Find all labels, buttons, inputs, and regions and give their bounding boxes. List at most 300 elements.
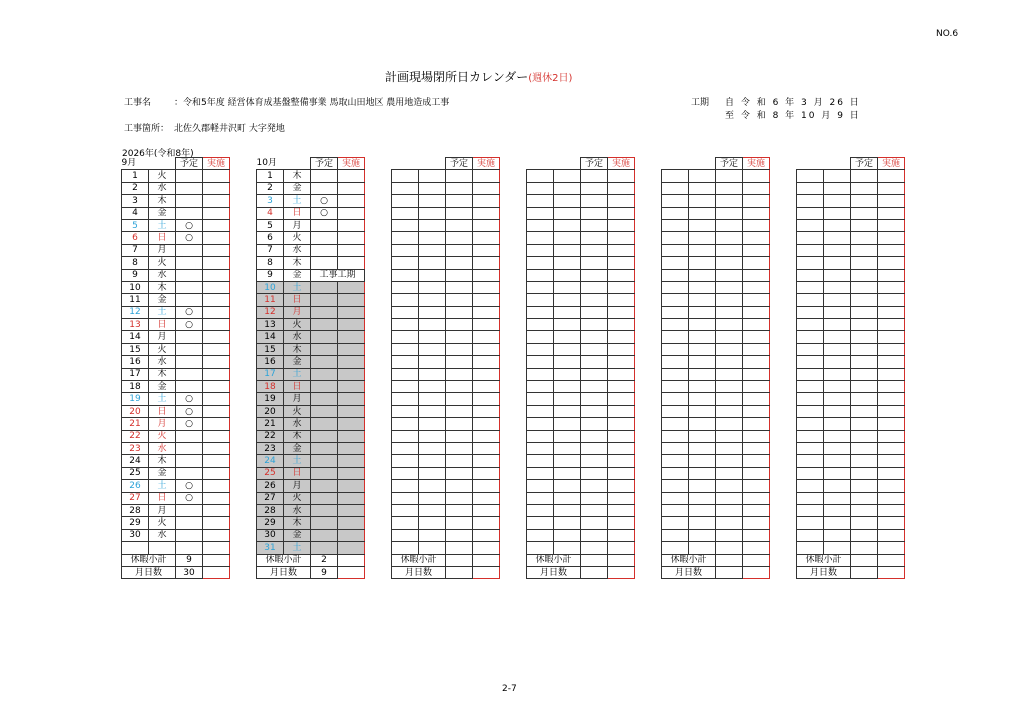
month-days-actual xyxy=(338,566,365,578)
day-row xyxy=(122,393,230,405)
actual-closure xyxy=(878,170,905,182)
weekday: 水 xyxy=(149,356,176,368)
day-row xyxy=(527,405,635,417)
day-row xyxy=(257,455,365,467)
actual-closure xyxy=(203,368,230,380)
planned-closure xyxy=(851,356,878,368)
day-row xyxy=(122,405,230,417)
weekday: 日 xyxy=(149,232,176,244)
day-row xyxy=(122,170,230,182)
planned-closure xyxy=(851,294,878,306)
actual-closure xyxy=(743,232,770,244)
planned-closure xyxy=(446,542,473,554)
day-number: 24 xyxy=(122,455,149,467)
planned-closure xyxy=(716,269,743,281)
weekday xyxy=(419,232,446,244)
weekday xyxy=(824,381,851,393)
planned-closure xyxy=(851,331,878,343)
month-calendar xyxy=(391,157,500,579)
actual-closure xyxy=(203,207,230,219)
weekday xyxy=(689,430,716,442)
day-row xyxy=(527,319,635,331)
day-row xyxy=(122,244,230,256)
day-number: 30 xyxy=(122,529,149,541)
day-row xyxy=(662,219,770,231)
day-number xyxy=(527,455,554,467)
actual-closure xyxy=(878,306,905,318)
month-calendar xyxy=(661,157,770,579)
planned-closure xyxy=(311,430,338,442)
planned-closure xyxy=(176,381,203,393)
day-number xyxy=(662,170,689,182)
weekday xyxy=(689,381,716,393)
day-row xyxy=(122,492,230,504)
weekday xyxy=(824,356,851,368)
weekday xyxy=(554,207,581,219)
planned-closure xyxy=(581,504,608,516)
planned-closure: ○ xyxy=(311,195,338,207)
day-number: 25 xyxy=(257,467,284,479)
planned-closure xyxy=(176,170,203,182)
actual-closure xyxy=(473,430,500,442)
weekday xyxy=(689,504,716,516)
actual-closure xyxy=(203,306,230,318)
actual-closure xyxy=(203,319,230,331)
planned-closure xyxy=(581,529,608,541)
planned-closure xyxy=(716,405,743,417)
day-row xyxy=(797,281,905,293)
month-label: 10月 xyxy=(256,158,277,169)
weekday xyxy=(419,306,446,318)
day-row xyxy=(392,244,500,256)
day-row xyxy=(257,517,365,529)
day-number xyxy=(797,442,824,454)
weekday xyxy=(419,319,446,331)
weekday xyxy=(554,542,581,554)
day-number: 16 xyxy=(257,356,284,368)
weekday: 木 xyxy=(284,517,311,529)
actual-closure xyxy=(338,504,365,516)
planned-closure: ○ xyxy=(176,492,203,504)
planned-closure xyxy=(851,232,878,244)
actual-closure xyxy=(743,319,770,331)
day-row xyxy=(662,331,770,343)
day-number xyxy=(527,381,554,393)
day-row xyxy=(122,294,230,306)
actual-closure xyxy=(608,430,635,442)
day-number: 16 xyxy=(122,356,149,368)
planned-closure xyxy=(851,504,878,516)
day-number: 15 xyxy=(257,343,284,355)
day-number xyxy=(527,418,554,430)
actual-closure xyxy=(608,480,635,492)
weekday xyxy=(824,244,851,256)
weekday: 日 xyxy=(149,405,176,417)
weekday xyxy=(689,405,716,417)
actual-closure xyxy=(338,368,365,380)
weekday: 水 xyxy=(284,244,311,256)
planned-closure xyxy=(446,244,473,256)
weekday xyxy=(689,257,716,269)
actual-closure xyxy=(203,294,230,306)
planned-closure xyxy=(851,170,878,182)
planned-closure xyxy=(716,393,743,405)
actual-closure xyxy=(608,219,635,231)
weekday xyxy=(419,529,446,541)
planned-closure xyxy=(851,306,878,318)
planned-closure xyxy=(311,467,338,479)
day-row xyxy=(662,207,770,219)
month-days-value: 9 xyxy=(311,566,338,578)
day-row xyxy=(257,504,365,516)
day-row xyxy=(662,257,770,269)
day-number: 5 xyxy=(122,219,149,231)
day-number: 17 xyxy=(257,368,284,380)
day-number xyxy=(797,467,824,479)
actual-closure xyxy=(608,170,635,182)
day-number: 13 xyxy=(122,319,149,331)
actual-closure xyxy=(743,430,770,442)
day-number xyxy=(662,430,689,442)
weekday xyxy=(419,195,446,207)
day-number: 8 xyxy=(122,257,149,269)
day-number: 27 xyxy=(122,492,149,504)
weekday: 木 xyxy=(149,455,176,467)
rest-subtotal-label: 休暇小計 xyxy=(257,554,311,566)
day-number xyxy=(797,182,824,194)
actual-closure xyxy=(878,244,905,256)
day-row xyxy=(797,504,905,516)
day-number xyxy=(527,232,554,244)
title-main: 計画現場閉所日カレンダー xyxy=(385,70,529,84)
planned-closure xyxy=(716,542,743,554)
planned-closure xyxy=(716,219,743,231)
weekday xyxy=(419,207,446,219)
day-number xyxy=(527,393,554,405)
day-number xyxy=(662,529,689,541)
weekday xyxy=(554,195,581,207)
day-number: 17 xyxy=(122,368,149,380)
day-row xyxy=(392,492,500,504)
day-number: 14 xyxy=(257,331,284,343)
weekday: 金 xyxy=(149,294,176,306)
actual-closure xyxy=(878,281,905,293)
column-header-jisshi: 実施 xyxy=(338,158,365,170)
day-number xyxy=(662,195,689,207)
rest-subtotal-actual xyxy=(878,554,905,566)
weekday xyxy=(419,492,446,504)
weekday: 土 xyxy=(284,542,311,554)
actual-closure xyxy=(338,393,365,405)
weekday xyxy=(824,405,851,417)
planned-closure xyxy=(716,257,743,269)
day-number: 28 xyxy=(257,504,284,516)
actual-closure xyxy=(203,492,230,504)
day-row xyxy=(797,529,905,541)
day-number: 8 xyxy=(257,257,284,269)
actual-closure xyxy=(743,281,770,293)
planned-closure xyxy=(716,331,743,343)
actual-closure xyxy=(878,381,905,393)
day-number xyxy=(392,170,419,182)
day-number: 22 xyxy=(257,430,284,442)
day-number: 14 xyxy=(122,331,149,343)
actual-closure xyxy=(878,195,905,207)
planned-closure xyxy=(581,405,608,417)
weekday xyxy=(419,294,446,306)
weekday xyxy=(824,393,851,405)
day-row xyxy=(122,219,230,231)
actual-closure xyxy=(473,195,500,207)
day-row xyxy=(392,504,500,516)
planned-closure xyxy=(581,269,608,281)
planned-closure xyxy=(716,207,743,219)
day-row xyxy=(257,393,365,405)
weekday: 土 xyxy=(284,368,311,380)
day-row xyxy=(527,331,635,343)
weekday: 日 xyxy=(149,319,176,331)
planned-closure xyxy=(311,529,338,541)
actual-closure xyxy=(743,480,770,492)
month-calendar xyxy=(121,157,230,579)
actual-closure xyxy=(338,430,365,442)
planned-closure: ○ xyxy=(176,405,203,417)
planned-closure xyxy=(851,455,878,467)
actual-closure xyxy=(473,232,500,244)
day-row xyxy=(662,442,770,454)
planned-closure xyxy=(716,294,743,306)
day-number xyxy=(797,418,824,430)
weekday xyxy=(824,331,851,343)
actual-closure xyxy=(743,405,770,417)
day-row xyxy=(392,430,500,442)
weekday: 火 xyxy=(284,405,311,417)
actual-closure xyxy=(608,467,635,479)
planned-closure: ○ xyxy=(176,306,203,318)
actual-closure xyxy=(608,393,635,405)
day-row xyxy=(797,368,905,380)
day-row xyxy=(662,492,770,504)
day-number xyxy=(392,331,419,343)
day-row xyxy=(527,356,635,368)
day-row xyxy=(527,306,635,318)
weekday xyxy=(554,393,581,405)
actual-closure xyxy=(338,257,365,269)
planned-closure xyxy=(311,219,338,231)
actual-closure xyxy=(473,331,500,343)
planned-closure xyxy=(311,257,338,269)
day-number: 24 xyxy=(257,455,284,467)
weekday xyxy=(689,467,716,479)
weekday xyxy=(689,269,716,281)
weekday xyxy=(149,542,176,554)
planned-closure xyxy=(446,368,473,380)
day-row xyxy=(527,343,635,355)
day-number xyxy=(662,467,689,479)
weekday xyxy=(419,170,446,182)
day-number: 12 xyxy=(122,306,149,318)
day-number xyxy=(797,517,824,529)
day-number xyxy=(797,219,824,231)
weekday xyxy=(554,405,581,417)
weekday xyxy=(554,455,581,467)
day-number xyxy=(527,430,554,442)
day-number xyxy=(797,257,824,269)
day-number xyxy=(662,331,689,343)
actual-closure xyxy=(608,356,635,368)
column-header-jisshi: 実施 xyxy=(878,158,905,170)
weekday: 水 xyxy=(149,182,176,194)
actual-closure xyxy=(608,343,635,355)
weekday: 日 xyxy=(284,381,311,393)
day-row xyxy=(392,257,500,269)
day-row xyxy=(662,343,770,355)
actual-closure xyxy=(473,319,500,331)
actual-closure xyxy=(473,480,500,492)
planned-closure xyxy=(311,281,338,293)
day-number xyxy=(527,219,554,231)
day-row xyxy=(122,281,230,293)
weekday xyxy=(554,430,581,442)
day-row xyxy=(662,306,770,318)
planned-closure xyxy=(446,393,473,405)
weekday: 土 xyxy=(149,219,176,231)
day-number xyxy=(527,195,554,207)
weekday: 土 xyxy=(284,281,311,293)
actual-closure xyxy=(338,480,365,492)
planned-closure xyxy=(311,381,338,393)
actual-closure xyxy=(203,418,230,430)
planned-closure xyxy=(581,455,608,467)
weekday xyxy=(554,356,581,368)
weekday: 木 xyxy=(149,281,176,293)
actual-closure xyxy=(743,381,770,393)
weekday: 水 xyxy=(149,269,176,281)
day-row xyxy=(257,306,365,318)
day-row xyxy=(527,492,635,504)
weekday xyxy=(824,517,851,529)
day-number xyxy=(392,467,419,479)
actual-closure xyxy=(743,393,770,405)
day-number xyxy=(392,381,419,393)
day-number: 1 xyxy=(257,170,284,182)
planned-closure xyxy=(851,269,878,281)
day-row xyxy=(797,232,905,244)
actual-closure xyxy=(338,517,365,529)
planned-closure xyxy=(851,381,878,393)
weekday xyxy=(419,393,446,405)
planned-closure xyxy=(581,232,608,244)
actual-closure xyxy=(608,257,635,269)
day-number: 11 xyxy=(122,294,149,306)
day-row xyxy=(797,467,905,479)
weekday xyxy=(689,343,716,355)
weekday xyxy=(419,368,446,380)
actual-closure xyxy=(878,207,905,219)
actual-closure xyxy=(338,294,365,306)
period-to: 至 令 和 8 年 10 月 9 日 xyxy=(725,111,861,121)
day-number xyxy=(797,306,824,318)
weekday: 金 xyxy=(284,182,311,194)
period-label: 工期 xyxy=(691,98,710,108)
day-row xyxy=(662,381,770,393)
planned-closure xyxy=(446,529,473,541)
actual-closure xyxy=(743,504,770,516)
planned-closure xyxy=(446,319,473,331)
day-row xyxy=(392,294,500,306)
day-number: 13 xyxy=(257,319,284,331)
day-row xyxy=(257,294,365,306)
weekday xyxy=(419,219,446,231)
planned-closure xyxy=(176,281,203,293)
day-number: 23 xyxy=(122,442,149,454)
rest-subtotal-value xyxy=(716,554,743,566)
planned-closure xyxy=(311,517,338,529)
actual-closure xyxy=(743,529,770,541)
day-row xyxy=(257,467,365,479)
planned-closure xyxy=(446,418,473,430)
actual-closure xyxy=(743,368,770,380)
month-label xyxy=(392,158,446,170)
planned-closure xyxy=(716,182,743,194)
day-number xyxy=(797,294,824,306)
day-number xyxy=(797,368,824,380)
planned-closure xyxy=(446,442,473,454)
planned-closure xyxy=(176,244,203,256)
weekday xyxy=(419,517,446,529)
day-row xyxy=(797,244,905,256)
day-row xyxy=(662,430,770,442)
day-row xyxy=(662,281,770,293)
day-row xyxy=(392,182,500,194)
project-name: ：令和5年度 経営体育成基盤整備事業 馬取山田地区 農用地造成工事 xyxy=(174,98,450,108)
weekday xyxy=(824,430,851,442)
planned-closure: ○ xyxy=(176,219,203,231)
planned-closure xyxy=(176,269,203,281)
planned-closure xyxy=(311,232,338,244)
rest-subtotal-actual xyxy=(608,554,635,566)
planned-closure xyxy=(311,393,338,405)
day-row xyxy=(662,170,770,182)
day-number xyxy=(392,294,419,306)
weekday xyxy=(554,306,581,318)
weekday xyxy=(419,269,446,281)
month-days-label: 月日数 xyxy=(392,566,446,578)
day-row xyxy=(122,368,230,380)
day-number: 18 xyxy=(122,381,149,393)
weekday xyxy=(419,182,446,194)
day-row xyxy=(392,393,500,405)
actual-closure xyxy=(338,207,365,219)
actual-closure xyxy=(473,281,500,293)
weekday xyxy=(419,356,446,368)
weekday: 土 xyxy=(284,455,311,467)
day-number xyxy=(662,492,689,504)
day-number: 19 xyxy=(122,393,149,405)
weekday: 木 xyxy=(149,195,176,207)
weekday: 金 xyxy=(284,356,311,368)
planned-closure xyxy=(581,182,608,194)
planned-closure xyxy=(311,294,338,306)
weekday: 火 xyxy=(284,492,311,504)
planned-closure xyxy=(311,244,338,256)
actual-closure xyxy=(203,331,230,343)
day-row xyxy=(392,542,500,554)
day-number: 30 xyxy=(257,529,284,541)
weekday: 金 xyxy=(284,529,311,541)
day-number xyxy=(527,442,554,454)
day-number xyxy=(527,467,554,479)
